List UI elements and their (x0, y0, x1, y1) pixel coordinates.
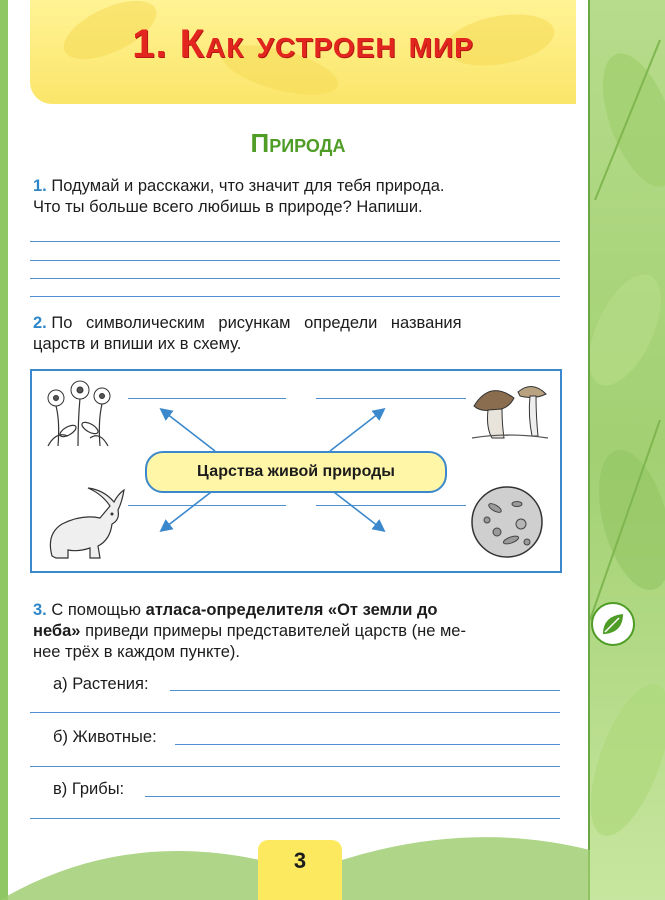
fungi-answer-line[interactable] (30, 818, 560, 819)
animals-answer-line[interactable] (175, 744, 560, 745)
task-3-line-2: приведи примеры представителей царств (не ме- (85, 622, 466, 640)
item-animals-label: б) Животные: (53, 728, 157, 746)
task-2-number: 2. (33, 314, 47, 332)
item-plants-label: а) Растения: (53, 675, 149, 693)
task-3-atlas-name: атласа-определителя «От земли до (145, 601, 438, 619)
task-2-line-2: царств и впиши их в схему. (33, 335, 242, 353)
task-1-line-2: Что ты больше всего любишь в природе? Напиши. (33, 198, 423, 216)
item-fungi-label: в) Грибы: (53, 780, 125, 798)
task-1-line-1: Подумай и расскажи, что значит для тебя природа. (51, 177, 445, 195)
leaf-marker-badge (591, 602, 635, 646)
animals-answer-line[interactable] (30, 766, 560, 767)
task-3-line-3: нее трёх в каждом пункте). (33, 643, 240, 661)
task-3-number: 3. (33, 601, 47, 619)
task-3-lead: С помощью (51, 601, 142, 619)
flowers-icon (38, 376, 122, 448)
mushrooms-icon (468, 376, 552, 446)
plants-answer-line[interactable] (30, 712, 560, 713)
arrow-animals (162, 489, 215, 530)
leaf-icon (593, 604, 633, 644)
arrow-bacteria (330, 489, 383, 530)
microbes-icon (469, 484, 545, 560)
fungi-answer-line[interactable] (145, 796, 560, 797)
hare-icon (38, 484, 128, 564)
arrow-fungi (330, 410, 383, 451)
task-3-atlas-name-end: неба» (33, 622, 81, 640)
chapter-title: 1. Как устроен мир (132, 22, 474, 66)
task-3-text (33, 600, 568, 663)
section-title: Природа (250, 128, 346, 158)
kingdoms-center-label: Царства живой природы (145, 451, 447, 493)
task-1-number: 1. (33, 177, 47, 195)
task-2-line-1: По символическим рисункам определи названия (51, 314, 462, 332)
page-number: 3 (258, 840, 342, 900)
plants-answer-line[interactable] (170, 690, 560, 691)
arrow-plants (162, 410, 215, 451)
